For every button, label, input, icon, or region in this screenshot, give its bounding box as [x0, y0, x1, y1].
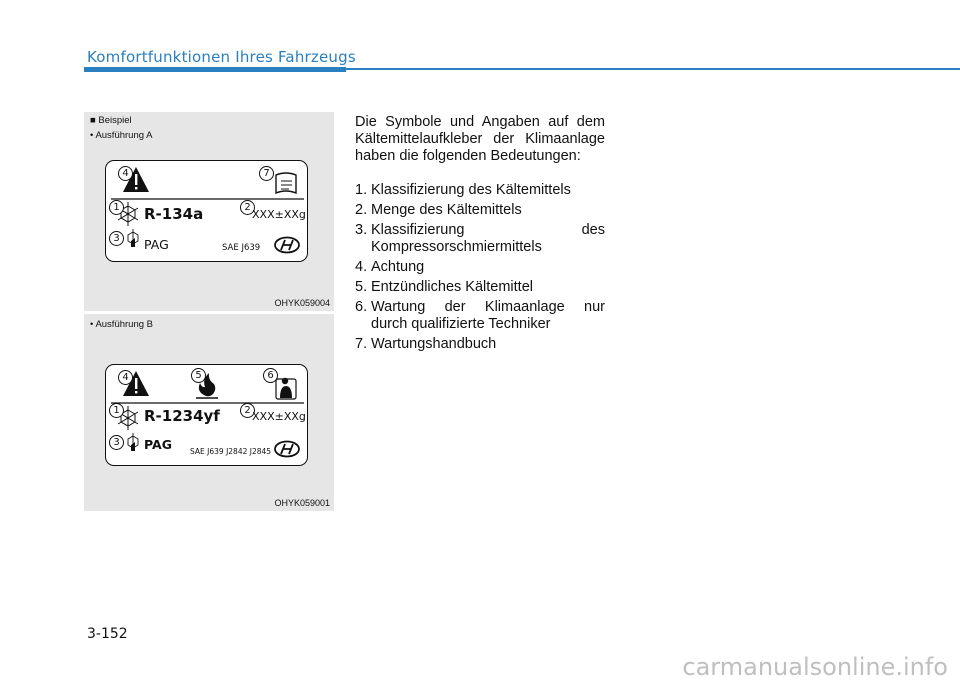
marker-4: 4	[118, 370, 133, 385]
hyundai-logo-icon	[275, 238, 299, 253]
marker-3: 3	[109, 435, 124, 450]
figure-code-a: OHYK059004	[274, 298, 330, 308]
list-item: 3. Klassifizierung des Kompressorschmiermittels	[355, 222, 605, 255]
example-caption: ■ Beispiel	[90, 115, 132, 126]
marker-1: 1	[109, 403, 124, 418]
section-title: Komfortfunktionen Ihres Fahrzeugs	[87, 48, 356, 66]
variant-b-caption: • Ausführung B	[90, 319, 154, 330]
watermark: carmanualsonline.info	[682, 653, 948, 681]
explanation-text	[355, 114, 605, 356]
legend-list	[355, 182, 605, 353]
list-item: 2. Menge des Kältemittels	[355, 202, 522, 218]
intro-paragraph: Die Symbole und Angaben auf dem Kältemittelaufkleber der Klimaanlage haben die folgenden Bedeutungen:	[355, 114, 605, 164]
marker-7: 7	[259, 166, 274, 181]
refrigerant-label-b	[105, 364, 308, 466]
list-item: 1. Klassifizierung des Kältemittels	[355, 182, 571, 198]
marker-4: 4	[118, 166, 133, 181]
figure-a-panel	[84, 112, 334, 311]
standard-text: SAE J639 J2842 J2845	[190, 447, 272, 456]
marker-5: 5	[191, 368, 206, 383]
refrigerant-type: R-1234yf	[144, 407, 220, 425]
list-item: 7. Wartungshandbuch	[355, 336, 497, 352]
header-rule-thick	[84, 67, 346, 72]
lubricant-type: PAG	[144, 237, 169, 252]
refrigerant-label-a	[105, 160, 308, 262]
technician-icon	[276, 378, 296, 399]
service-manual-icon	[276, 173, 296, 193]
hyundai-logo-icon	[275, 442, 299, 457]
marker-3: 3	[109, 231, 124, 246]
refrigerant-amount: XXX±XXg	[252, 208, 306, 221]
marker-2: 2	[240, 403, 255, 418]
marker-1: 1	[109, 200, 124, 215]
list-item: 5. Entzündliches Kältemittel	[355, 279, 533, 295]
header-rule-thin	[346, 68, 960, 70]
figure-b-panel	[84, 314, 334, 511]
figure-code-b: OHYK059001	[274, 498, 330, 508]
refrigerant-amount: XXX±XXg	[252, 410, 306, 423]
list-item: 4. Achtung	[355, 259, 425, 275]
marker-2: 2	[240, 200, 255, 215]
variant-a-caption: • Ausführung A	[90, 130, 153, 141]
marker-6: 6	[263, 368, 278, 383]
list-item: 6. Wartung der Klimaanlage nur durch qualifizierte Techniker	[355, 299, 605, 332]
lubricant-type: PAG	[144, 437, 172, 452]
standard-text: SAE J639	[222, 243, 261, 253]
refrigerant-type: R-134a	[144, 205, 204, 223]
page-number: 3-152	[87, 626, 128, 642]
